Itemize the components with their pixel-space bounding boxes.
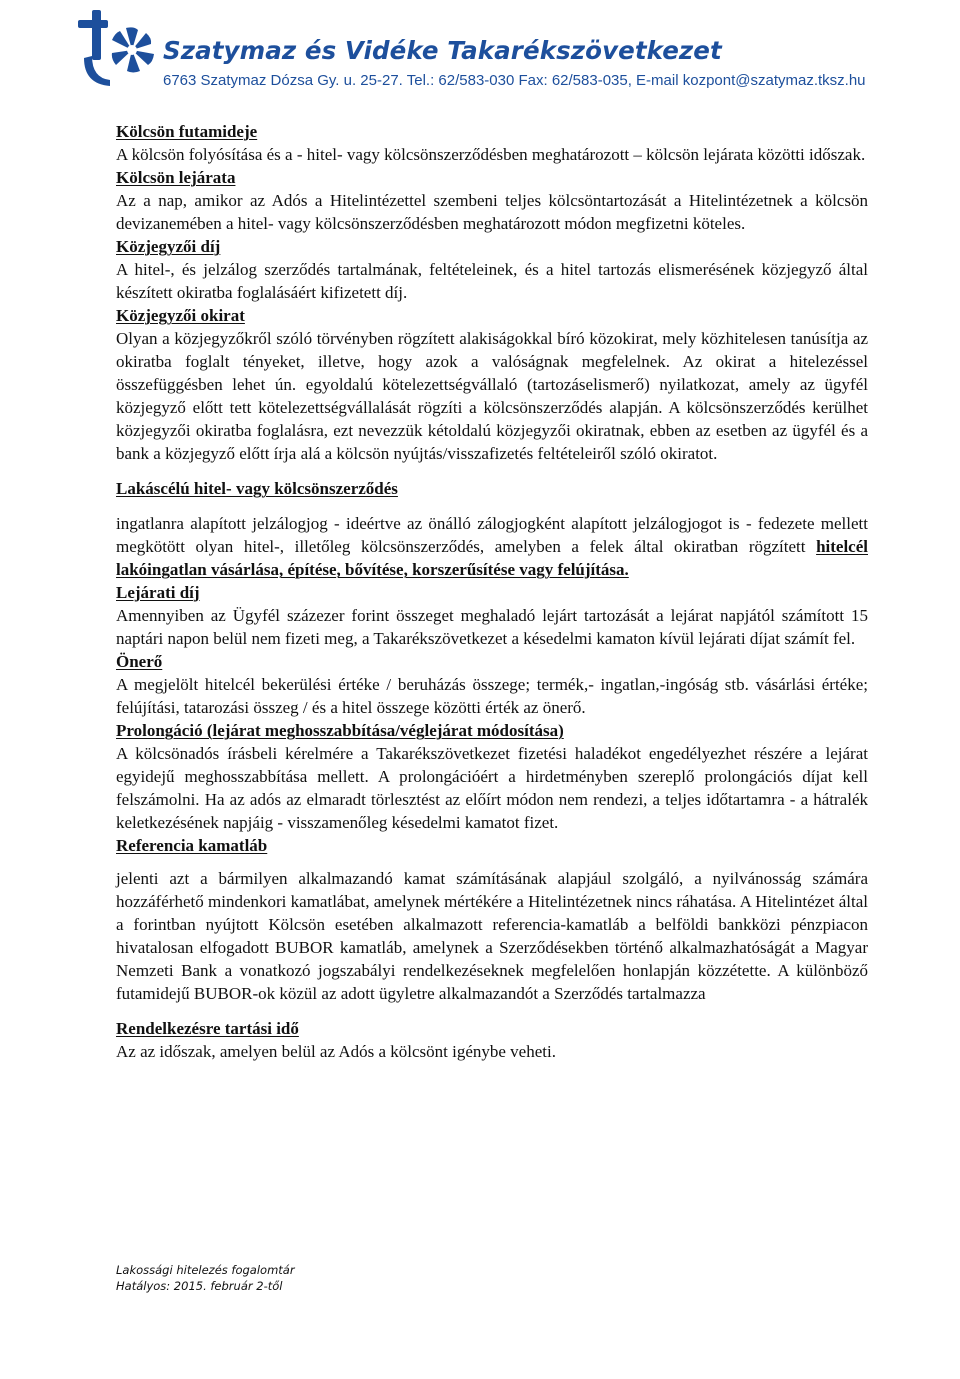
term-definition-text: ingatlanra alapított jelzálogjog - ideértve az önálló zálogjogként alapított jelzálogjogot is - fedezete mellett megkötött olyan hitel-, illetőleg kölcsönszerződés, amelyben a felek által okiratban rögzített — [116, 514, 868, 556]
term-definition: jelenti azt a bármilyen alkalmazandó kamat számításának alapjául szolgáló, a nyilvánosság számára hozzáférhető mindenkori kamatlábat, amelynek mértékére a Hitelintézetnek nincs ráhatása. A Hitelintézet által a forintban nyújtott Kölcsön esetében alkalmazott referencia-kamatláb a belföldi bankközi pénzpiacon hivatalosan elfogadott BUBOR kamatláb, amelynek a Szerződésekben történő alkalmazhatóságát a Magyar Nemzeti Bank a vonatkozó jogszabályi rendelkezéseknek megfelelően honlapján közzétette. A különböző futamidejű BUBOR-ok közül az adott ügyletre alkalmazandót a Szerződés tartalmazza — [116, 869, 868, 1003]
page-footer — [116, 1262, 295, 1294]
logo — [70, 6, 160, 92]
term-definition: A kölcsön folyósítása és a - hitel- vagy kölcsönszerződésben meghatározott – kölcsön lejárata közötti időszak. — [116, 145, 866, 164]
term-definition: Az a nap, amikor az Adós a Hitelintézettel szembeni teljes kölcsöntartozását a Hitelintézetnek a kölcsön devizanemében a hitel- vagy kölcsönszerződésben meghatározott módon megfizetni köteles. — [116, 191, 868, 233]
term-title: Referencia kamatláb — [116, 836, 268, 855]
term-title: Lejárati díj — [116, 583, 200, 602]
term-definition: Az az időszak, amelyen belül az Adós a kölcsönt igénybe veheti. — [116, 1042, 556, 1061]
term-title: Kölcsön lejárata — [116, 168, 236, 187]
term-definition: Amennyiben az Ügyfél százezer forint összeget meghaladó lejárt tartozását a lejárat napjától számított 15 naptári napon belül nem fizeti meg, a Takarékszövetkezet a késedelmi kamaton kívül lejárati díjat számít fel. — [116, 606, 868, 648]
term-definition — [116, 512, 868, 581]
organization-name: Szatymaz és Vidéke Takarékszövetkezet — [163, 36, 722, 65]
footer-document-title: Lakossági hitelezés fogalomtár — [116, 1263, 295, 1277]
term-title: Közjegyzői díj — [116, 237, 221, 256]
term-title: Prolongáció (lejárat meghosszabbítása/véglejárat módosítása) — [116, 721, 564, 740]
term-title: Közjegyzői okirat — [116, 306, 245, 325]
footer-effective-date: Hatályos: 2015. február 2-től — [116, 1279, 283, 1293]
term-definition-emphasis: hitelcél lakóingatlan vásárlása, építése, bővítése, korszerűsítése vagy felújítása. — [116, 537, 868, 579]
term-definition: A megjelölt hitelcél bekerülési értéke / beruházás összege; termék,- ingatlan,-ingóság stb. vásárlási értéke; felújítási, tatarozási összeg / és a hitel összege közötti érték az önerő. — [116, 675, 868, 717]
term-definition: A kölcsönadós írásbeli kérelmére a Takarékszövetkezet fizetési haladékot engedélyezhet részére a lejárat egyidejű meghosszabbítása mellett. A prolongációért a hirdetményben szereplő prolongációs díjat kell felszámolni. Ha az adós az elmaradt törlesztést az előírt módon nem rendezi, a teljes időtartamra - a hátralék keletkezésének napjáig - visszamenőleg késedelmi kamatot fizet. — [116, 744, 868, 832]
term-definition: Olyan a közjegyzőkről szóló törvényben rögzített alakiságokkal bíró közokirat, mely közhitelesen tanúsítja az okiratba foglalt tényeket, illetve, hogy azok a valóságnak megfelelnek. Az okirat a hitelezéssel összefüggésben lehet ún. egyoldalú kötelezettségvállaló (tartozáselismerő) nyilatkozat, amely az ügyfél közjegyző előtt tett kötelezettségvállalását rögzíti a kölcsönszerződés alapján. A kölcsönszerződés kerülhet közjegyzői okiratba foglalásra, ezt nevezzük kétoldalú közjegyzői okiratnak, ebben az esetben az ügyfél és a bank a közjegyző előtt írja alá a kölcsön nyújtás/visszafizetés feltételeiről szóló okiratot. — [116, 329, 868, 463]
glossary-content — [116, 120, 868, 1063]
term-title: Lakáscélú hitel- vagy kölcsönszerződés — [116, 479, 398, 498]
term-title: Kölcsön futamideje — [116, 122, 258, 141]
term-title: Önerő — [116, 652, 163, 671]
organization-contact: 6763 Szatymaz Dózsa Gy. u. 25-27. Tel.: 62/583-030 Fax: 62/583-035, E-mail kozpont@szatymaz.tksz.hu — [163, 72, 866, 89]
term-title: Rendelkezésre tartási idő — [116, 1019, 299, 1038]
term-definition: A hitel-, és jelzálog szerződés tartalmának, feltételeinek, és a hitel tartozás elismerésének közjegyző által készített okiratba foglalásáért kifizetett díj. — [116, 260, 868, 302]
